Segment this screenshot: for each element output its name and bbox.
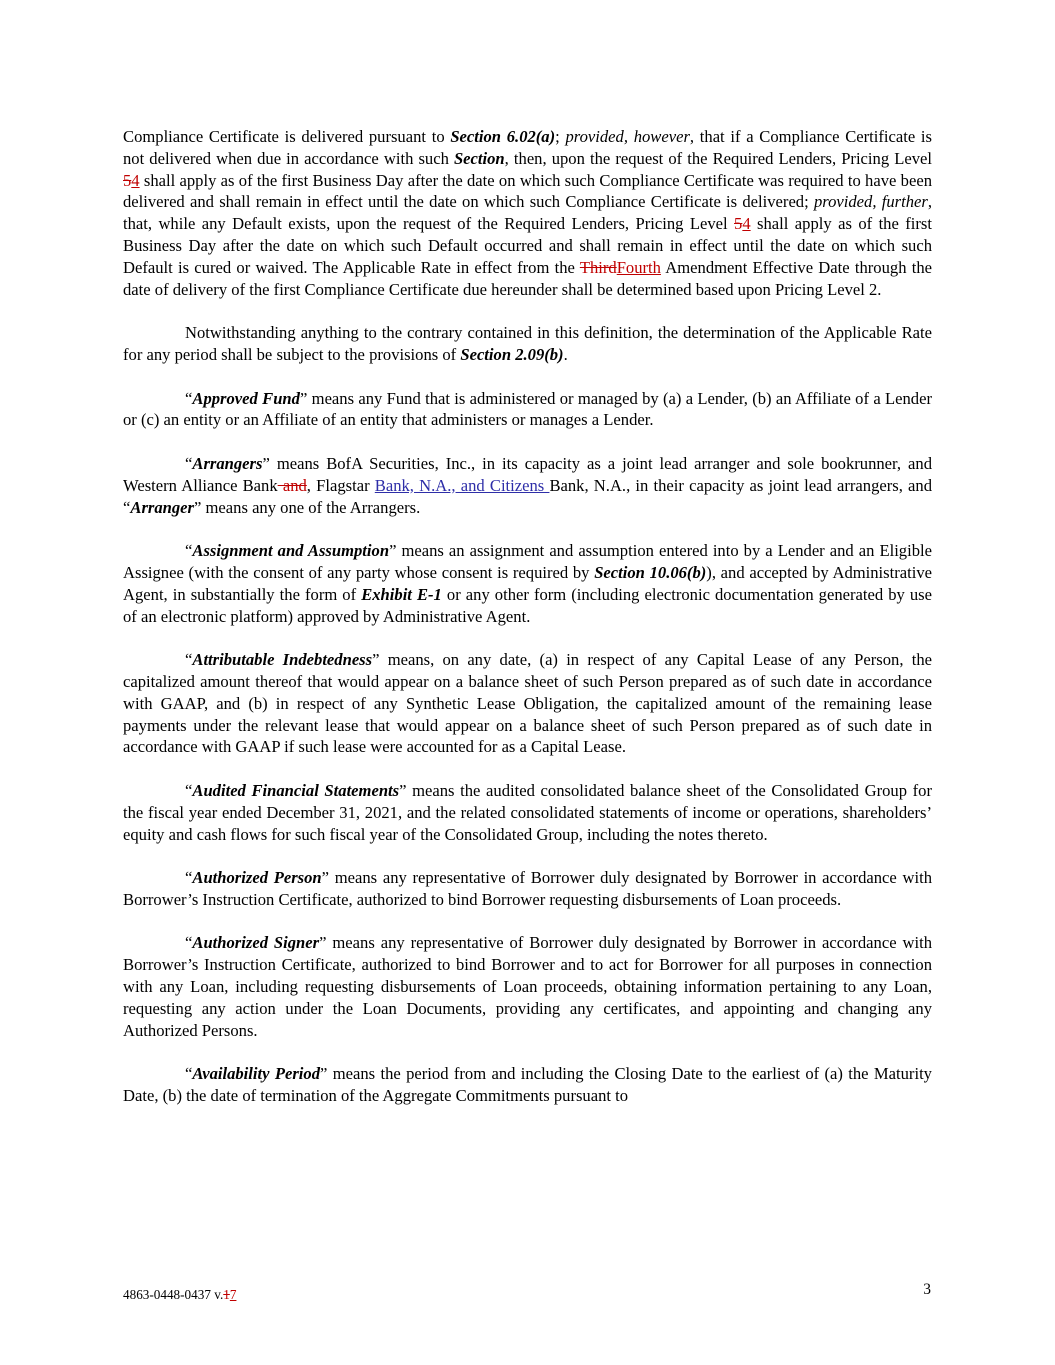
text-run: Section: [453, 148, 505, 168]
text-run: ” means the audited consolidated balance sheet of the Consolidated Group for the fiscal year ended December 31, 2021, and the related consolidated statements of income or operations, shareholders’ equity and cash flows for such fiscal year of the Consolidated Group, including the notes thereto.: [123, 780, 932, 844]
text-run: .: [563, 344, 568, 364]
text-run: Arrangers: [192, 453, 263, 473]
document-id-footer: [123, 1287, 236, 1303]
text-run: Authorized Signer: [192, 933, 320, 953]
text-run: ), and accepted by Administrative Agent, in substantially the form of: [123, 562, 933, 604]
text-run: “: [185, 780, 193, 800]
paragraph: [123, 780, 932, 845]
text-run: “: [185, 933, 193, 953]
text-run: 4863-0448-0437 v.: [123, 1287, 224, 1302]
text-run: Section 2.09(b): [460, 344, 564, 364]
paragraph: [123, 932, 932, 1041]
text-run: “: [185, 541, 193, 561]
deleted-text-run: and: [277, 475, 307, 495]
inserted-text-run: Fourth: [616, 257, 661, 277]
text-run: ” means an assignment and assumption entered into by a Lender and an Eligible Assignee (with the consent of any party whose consent is required by: [123, 541, 932, 582]
text-run: Audited Financial Statements: [192, 780, 400, 800]
text-run: ;: [555, 127, 566, 146]
text-run: ” means any representative of Borrower duly designated by Borrower in accordance with Borrower’s Instruction Certificate, authorized to bind Borrower requesting disbursements of Loan proceeds.: [123, 868, 932, 909]
text-run: , Flagstar: [306, 475, 375, 495]
text-run: , that, while any Default exists, upon the request of the Required Lenders, Pricing Level: [123, 192, 932, 234]
text-run: provided, however: [565, 127, 690, 146]
text-run: Approved Fund: [192, 388, 300, 408]
paragraph: [123, 1063, 932, 1107]
paragraph: [123, 322, 932, 366]
text-run: Section 6.02(a): [450, 127, 556, 146]
text-run: Attributable Indebtedness: [192, 650, 373, 670]
text-run: “: [185, 453, 193, 473]
text-run: Amendment Effective Date through the date of delivery of the first Compliance Certificate due hereunder shall be determined based upon Pricing Level 2.: [123, 257, 932, 299]
inserted-text-run: 4: [131, 170, 140, 190]
document-body: [123, 126, 932, 1129]
text-run: , that if a Compliance Certificate is not delivered when due in accordance with such: [123, 127, 932, 168]
text-run: Authorized Person: [192, 868, 322, 888]
text-run: “: [185, 1064, 193, 1084]
deleted-text-run: Third: [579, 257, 617, 277]
text-run: Exhibit E-1: [361, 584, 442, 604]
text-run: ” means any Fund that is administered or managed by (a) a Lender, (b) an Affiliate of a Lender or (c) an entity or an Affiliate of an entity that administers or manages a Lender.: [123, 388, 932, 430]
text-run: Section 10.06(b): [594, 562, 707, 582]
text-run: or any other form (including electronic documentation generated by use of an electronic platform) approved by Administrative Agent.: [123, 584, 932, 626]
text-run: ” means any one of the Arrangers.: [194, 497, 421, 517]
text-run: “: [185, 868, 193, 888]
paragraph: [123, 649, 932, 758]
paragraph: [123, 126, 932, 300]
deleted-text-run: 5: [734, 214, 743, 234]
text-run: shall apply as of the first Business Day after the date on which such Default occurred and shall remain in effect until the date on which such Default is cured or waived. The Applicable Rate in effect from the: [123, 214, 932, 277]
text-run: ” means any representative of Borrower duly designated by Borrower in accordance with Borrower’s Instruction Certificate, authorized to bind Borrower and to act for Borrower for all purposes in connection with any Loan, including requesting disbursements of Loan proceeds, obtaining information pertaining to any Loan, requesting any action under the Loan Documents, providing any certificates, and appointing and changing any Authorized Persons.: [123, 933, 932, 1040]
text-run: Assignment and Assumption: [192, 541, 390, 561]
text-run: Bank, N.A., in their capacity as joint lead arrangers, and “: [123, 475, 933, 517]
text-run: ” means the period from and including the Closing Date to the earliest of (a) the Maturity Date, (b) the date of termination of the Aggregate Commitments pursuant to: [123, 1064, 932, 1106]
inserted-text-run: 4: [742, 214, 751, 234]
text-run: “: [185, 650, 193, 670]
inserted-text-run: Bank, N.A., and Citizens: [374, 475, 550, 495]
text-run: ” means BofA Securities, Inc., in its capacity as a joint lead arranger and sole bookrunner, and Western Alliance Bank: [123, 453, 932, 495]
paragraph: [123, 867, 932, 911]
inserted-text-run: 7: [229, 1287, 237, 1302]
text-run: ” means, on any date, (a) in respect of any Capital Lease of any Person, the capitalized amount thereof that would appear on a balance sheet of such Person prepared as of such date in accordance with GAAP, and (b) in respect of any Synthetic Lease Obligation, the capitalized amount of the remaining lease payments under the relevant lease that would appear on a balance sheet of such Person prepared as of such date in accordance with GAAP if such lease were accounted for as a Capital Lease.: [123, 650, 932, 757]
paragraph: [123, 453, 932, 518]
text-run: Compliance Certificate is delivered pursuant to: [123, 127, 451, 146]
text-run: “: [185, 388, 193, 408]
paragraph: [123, 388, 932, 432]
paragraph: [123, 540, 932, 627]
text-run: shall apply as of the first Business Day after the date on which such Compliance Certificate was required to have been delivered and shall remain in effect until the date on which such Compliance Certificate is delivered;: [123, 170, 932, 212]
text-run: provided, further: [813, 192, 928, 212]
deleted-text-run: 5: [123, 170, 132, 190]
text-run: Availability Period: [192, 1064, 321, 1084]
text-run: Notwithstanding anything to the contrary contained in this definition, the determination of the Applicable Rate for any period shall be subject to the provisions of: [123, 323, 932, 364]
page-number: 3: [923, 1281, 931, 1298]
deleted-text-run: 1: [223, 1287, 230, 1302]
text-run: Arranger: [130, 497, 195, 517]
text-run: , then, upon the request of the Required Lenders, Pricing Level: [504, 148, 932, 168]
